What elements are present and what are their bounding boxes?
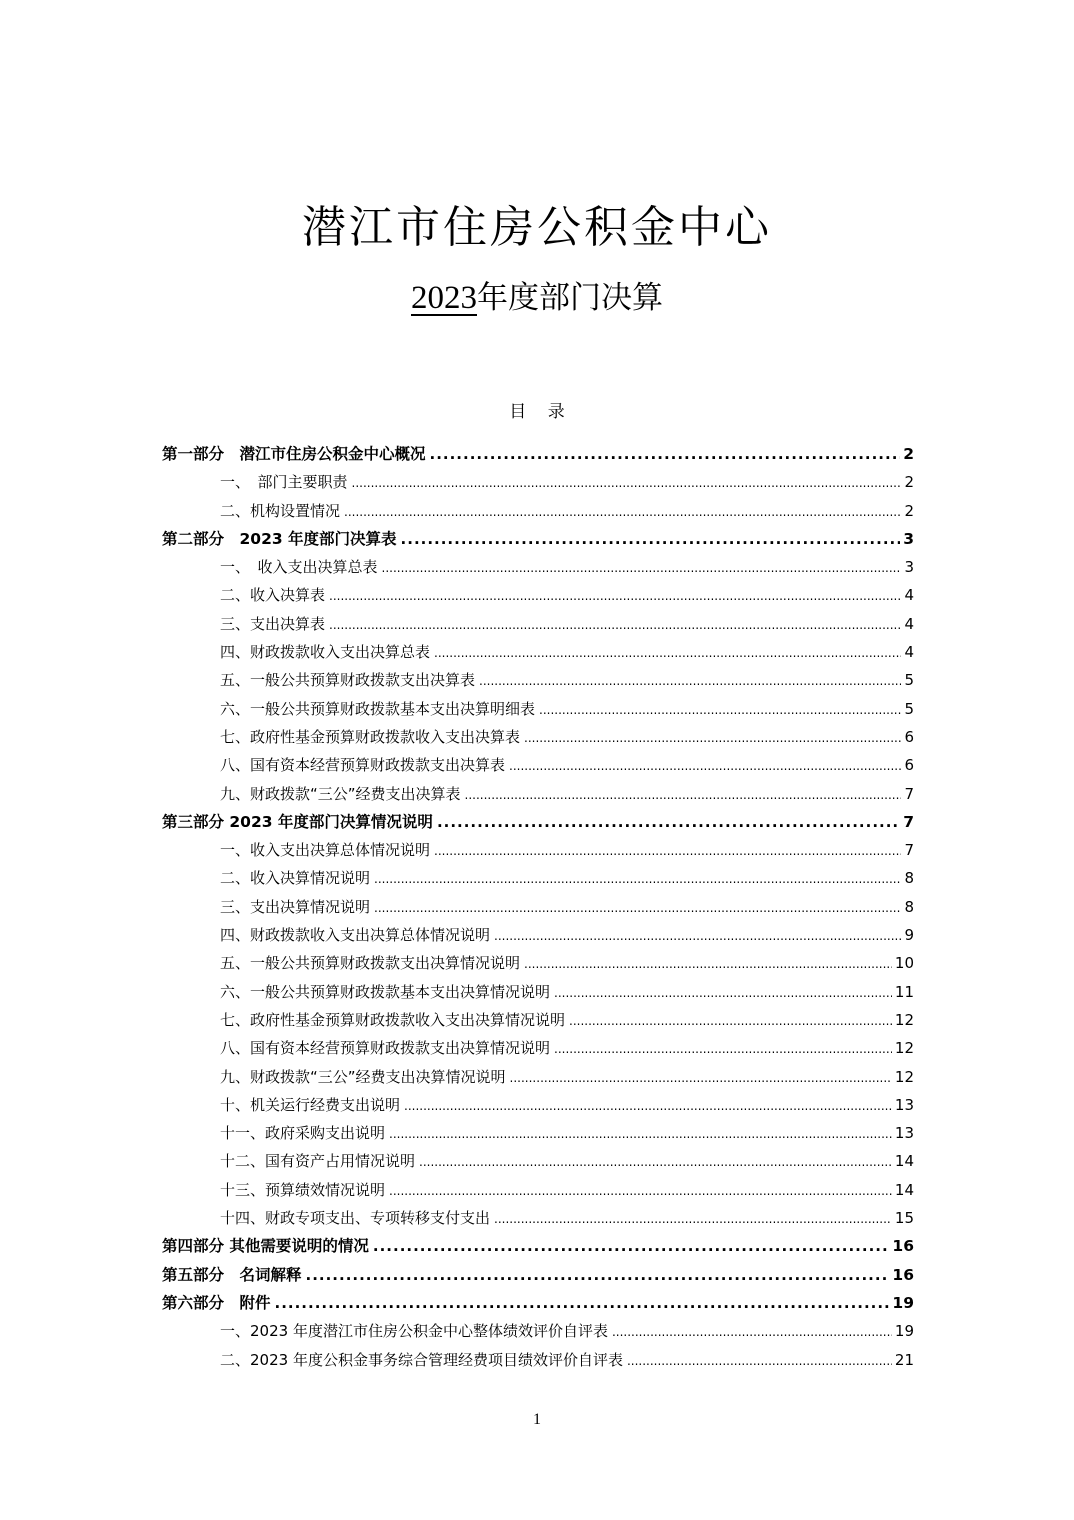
toc-subsection-entry[interactable] (162, 1006, 914, 1034)
toc-dot-leader (524, 724, 901, 752)
page-number: 1 (533, 1411, 541, 1428)
toc-entry-label: 一、收入支出决算总体情况说明 (220, 841, 431, 860)
toc-dot-leader (539, 696, 901, 724)
toc-dot-leader (479, 667, 901, 695)
document-subtitle (0, 276, 1074, 320)
toc-entry-label: 五、一般公共预算财政拨款支出决算情况说明 (220, 954, 521, 973)
toc-entry-label: 四、财政拨款收入支出决算总体情况说明 (220, 926, 491, 945)
toc-entry-label: 五、一般公共预算财政拨款支出决算表 (220, 671, 476, 690)
toc-entry-page: 7 (904, 784, 914, 803)
toc-dot-leader (275, 1289, 890, 1317)
toc-entry-label: 二、收入决算表 (220, 586, 326, 605)
toc-entry-label: 六、一般公共预算财政拨款基本支出决算明细表 (220, 699, 536, 718)
toc-dot-leader (510, 1064, 892, 1092)
toc-dot-leader (509, 752, 901, 780)
toc-subsection-entry[interactable] (162, 1346, 914, 1374)
toc-entry-page: 2 (903, 445, 914, 463)
toc-dot-leader (352, 469, 902, 497)
toc-dot-leader (374, 894, 901, 922)
toc-entry-label: 三、支出决算情况说明 (220, 897, 371, 916)
toc-entry-page: 8 (904, 869, 914, 888)
toc-subsection-entry[interactable] (162, 695, 914, 723)
toc-entry-label: 第四部分 其他需要说明的情况 (162, 1237, 369, 1256)
toc-section-entry[interactable] (162, 808, 914, 836)
toc-entry-page: 19 (892, 1293, 914, 1312)
toc-subsection-entry[interactable] (162, 610, 914, 638)
toc-heading: 目 录 (509, 402, 565, 422)
toc-entry-label: 二、机构设置情况 (220, 501, 341, 520)
subtitle-text: 年度部门决算 (477, 280, 663, 316)
toc-entry-page: 21 (894, 1350, 914, 1369)
toc-subsection-entry[interactable] (162, 1034, 914, 1062)
toc-entry-label: 第二部分 2023 年度部门决算表 (162, 529, 397, 548)
toc-entry-label: 第一部分 潜江市住房公积金中心概况 (162, 445, 426, 463)
toc-entry-page: 11 (894, 982, 914, 1001)
toc-subsection-entry[interactable] (162, 751, 914, 779)
toc-entry-label: 七、政府性基金预算财政拨款收入支出决算表 (220, 727, 521, 746)
document-title: 潜江市住房公积金中心 (302, 202, 772, 253)
toc-dot-leader (306, 1261, 890, 1289)
toc-entry-label: 十一、政府采购支出说明 (220, 1124, 386, 1143)
toc-entry-page: 7 (903, 812, 914, 831)
toc-entry-label: 一、2023 年度潜江市住房公积金中心整体绩效评价自评表 (220, 1322, 608, 1341)
toc-subsection-entry[interactable] (162, 497, 914, 525)
toc-dot-leader (434, 639, 901, 667)
toc-entry-label: 七、政府性基金预算财政拨款收入支出决算情况说明 (220, 1010, 566, 1029)
toc-entry-page: 14 (894, 1180, 914, 1199)
table-of-contents (162, 440, 914, 1374)
toc-entry-label: 六、一般公共预算财政拨款基本支出决算情况说明 (220, 982, 551, 1001)
toc-entry-label: 九、财政拨款“三公”经费支出决算情况说明 (220, 1067, 506, 1086)
toc-dot-leader (329, 611, 901, 639)
toc-entry-page: 8 (904, 897, 914, 916)
toc-entry-page: 16 (892, 1237, 914, 1256)
toc-dot-leader (434, 837, 901, 865)
toc-entry-label: 一、 部门主要职责 (220, 473, 348, 492)
toc-dot-leader (389, 1177, 892, 1205)
toc-dot-leader (437, 808, 900, 836)
toc-dot-leader (373, 1232, 890, 1260)
toc-entry-page: 12 (894, 1067, 914, 1086)
toc-dot-leader (374, 865, 901, 893)
toc-section-entry[interactable] (162, 440, 914, 468)
toc-subsection-entry[interactable] (162, 780, 914, 808)
toc-entry-page: 4 (904, 586, 914, 605)
toc-dot-leader (612, 1318, 892, 1346)
toc-entry-label: 四、财政拨款收入支出决算总表 (220, 643, 431, 662)
toc-entry-page: 3 (904, 558, 914, 577)
toc-subsection-entry[interactable] (162, 921, 914, 949)
toc-entry-label: 第三部分 2023 年度部门决算情况说明 (162, 812, 433, 831)
toc-subsection-entry[interactable] (162, 864, 914, 892)
toc-dot-leader (569, 1007, 892, 1035)
toc-subsection-entry[interactable] (162, 1176, 914, 1204)
toc-dot-leader (344, 498, 901, 526)
toc-entry-page: 12 (894, 1039, 914, 1058)
toc-subsection-entry[interactable] (162, 1063, 914, 1091)
toc-entry-page: 6 (904, 756, 914, 775)
toc-entry-page: 4 (904, 643, 914, 662)
toc-entry-page: 15 (894, 1209, 914, 1228)
toc-dot-leader (329, 582, 901, 610)
toc-subsection-entry[interactable] (162, 638, 914, 666)
toc-entry-label: 第六部分 附件 (162, 1293, 271, 1312)
toc-subsection-entry[interactable] (162, 666, 914, 694)
toc-dot-leader (389, 1120, 892, 1148)
toc-subsection-entry[interactable] (162, 1317, 914, 1345)
toc-dot-leader (494, 1205, 892, 1233)
toc-entry-page: 7 (904, 841, 914, 860)
toc-entry-page: 12 (894, 1010, 914, 1029)
toc-subsection-entry[interactable] (162, 978, 914, 1006)
toc-subsection-entry[interactable] (162, 949, 914, 977)
toc-dot-leader (554, 979, 892, 1007)
toc-subsection-entry[interactable] (162, 836, 914, 864)
toc-entry-label: 二、2023 年度公积金事务综合管理经费项目绩效评价自评表 (220, 1350, 623, 1369)
toc-entry-page: 5 (904, 671, 914, 690)
toc-subsection-entry[interactable] (162, 893, 914, 921)
toc-entry-label: 十三、预算绩效情况说明 (220, 1180, 386, 1199)
toc-entry-label: 三、支出决算表 (220, 614, 326, 633)
toc-dot-leader (524, 950, 892, 978)
toc-entry-page: 19 (894, 1322, 914, 1341)
toc-entry-page: 9 (904, 926, 914, 945)
toc-section-entry[interactable] (162, 1232, 914, 1260)
toc-entry-page: 3 (903, 529, 914, 548)
toc-entry-label: 十四、财政专项支出、专项转移支付支出 (220, 1209, 491, 1228)
toc-dot-leader (627, 1347, 892, 1375)
toc-entry-page: 5 (904, 699, 914, 718)
toc-section-entry[interactable] (162, 1289, 914, 1317)
toc-subsection-entry[interactable] (162, 1119, 914, 1147)
toc-subsection-entry[interactable] (162, 1204, 914, 1232)
toc-entry-label: 二、收入决算情况说明 (220, 869, 371, 888)
toc-entry-page: 14 (894, 1152, 914, 1171)
toc-dot-leader (401, 525, 901, 553)
toc-entry-page: 4 (904, 614, 914, 633)
toc-subsection-entry[interactable] (162, 581, 914, 609)
toc-dot-leader (382, 554, 902, 582)
toc-subsection-entry[interactable] (162, 1147, 914, 1175)
toc-entry-label: 八、国有资本经营预算财政拨款支出决算情况说明 (220, 1039, 551, 1058)
toc-entry-label: 八、国有资本经营预算财政拨款支出决算表 (220, 756, 506, 775)
toc-entry-label: 十二、国有资产占用情况说明 (220, 1152, 416, 1171)
toc-subsection-entry[interactable] (162, 1091, 914, 1119)
toc-entry-page: 13 (894, 1124, 914, 1143)
toc-entry-page: 2 (904, 501, 914, 520)
toc-entry-page: 16 (892, 1265, 914, 1284)
toc-entry-page: 13 (894, 1095, 914, 1114)
toc-dot-leader (404, 1092, 892, 1120)
toc-entry-page: 10 (894, 954, 914, 973)
toc-dot-leader (554, 1035, 892, 1063)
toc-entry-label: 第五部分 名词解释 (162, 1265, 302, 1284)
toc-dot-leader (465, 781, 902, 809)
toc-section-entry[interactable] (162, 525, 914, 553)
toc-subsection-entry[interactable] (162, 468, 914, 496)
toc-subsection-entry[interactable] (162, 723, 914, 751)
toc-subsection-entry[interactable] (162, 553, 914, 581)
subtitle-year: 2023 (411, 280, 477, 316)
toc-entry-page: 2 (904, 473, 914, 492)
toc-dot-leader (419, 1148, 892, 1176)
toc-entry-label: 十、机关运行经费支出说明 (220, 1095, 401, 1114)
toc-entry-label: 九、财政拨款“三公”经费支出决算表 (220, 784, 461, 803)
toc-entry-label: 一、 收入支出决算总表 (220, 558, 378, 577)
toc-section-entry[interactable] (162, 1261, 914, 1289)
toc-dot-leader (430, 440, 901, 468)
toc-dot-leader (494, 922, 901, 950)
toc-entry-page: 6 (904, 727, 914, 746)
